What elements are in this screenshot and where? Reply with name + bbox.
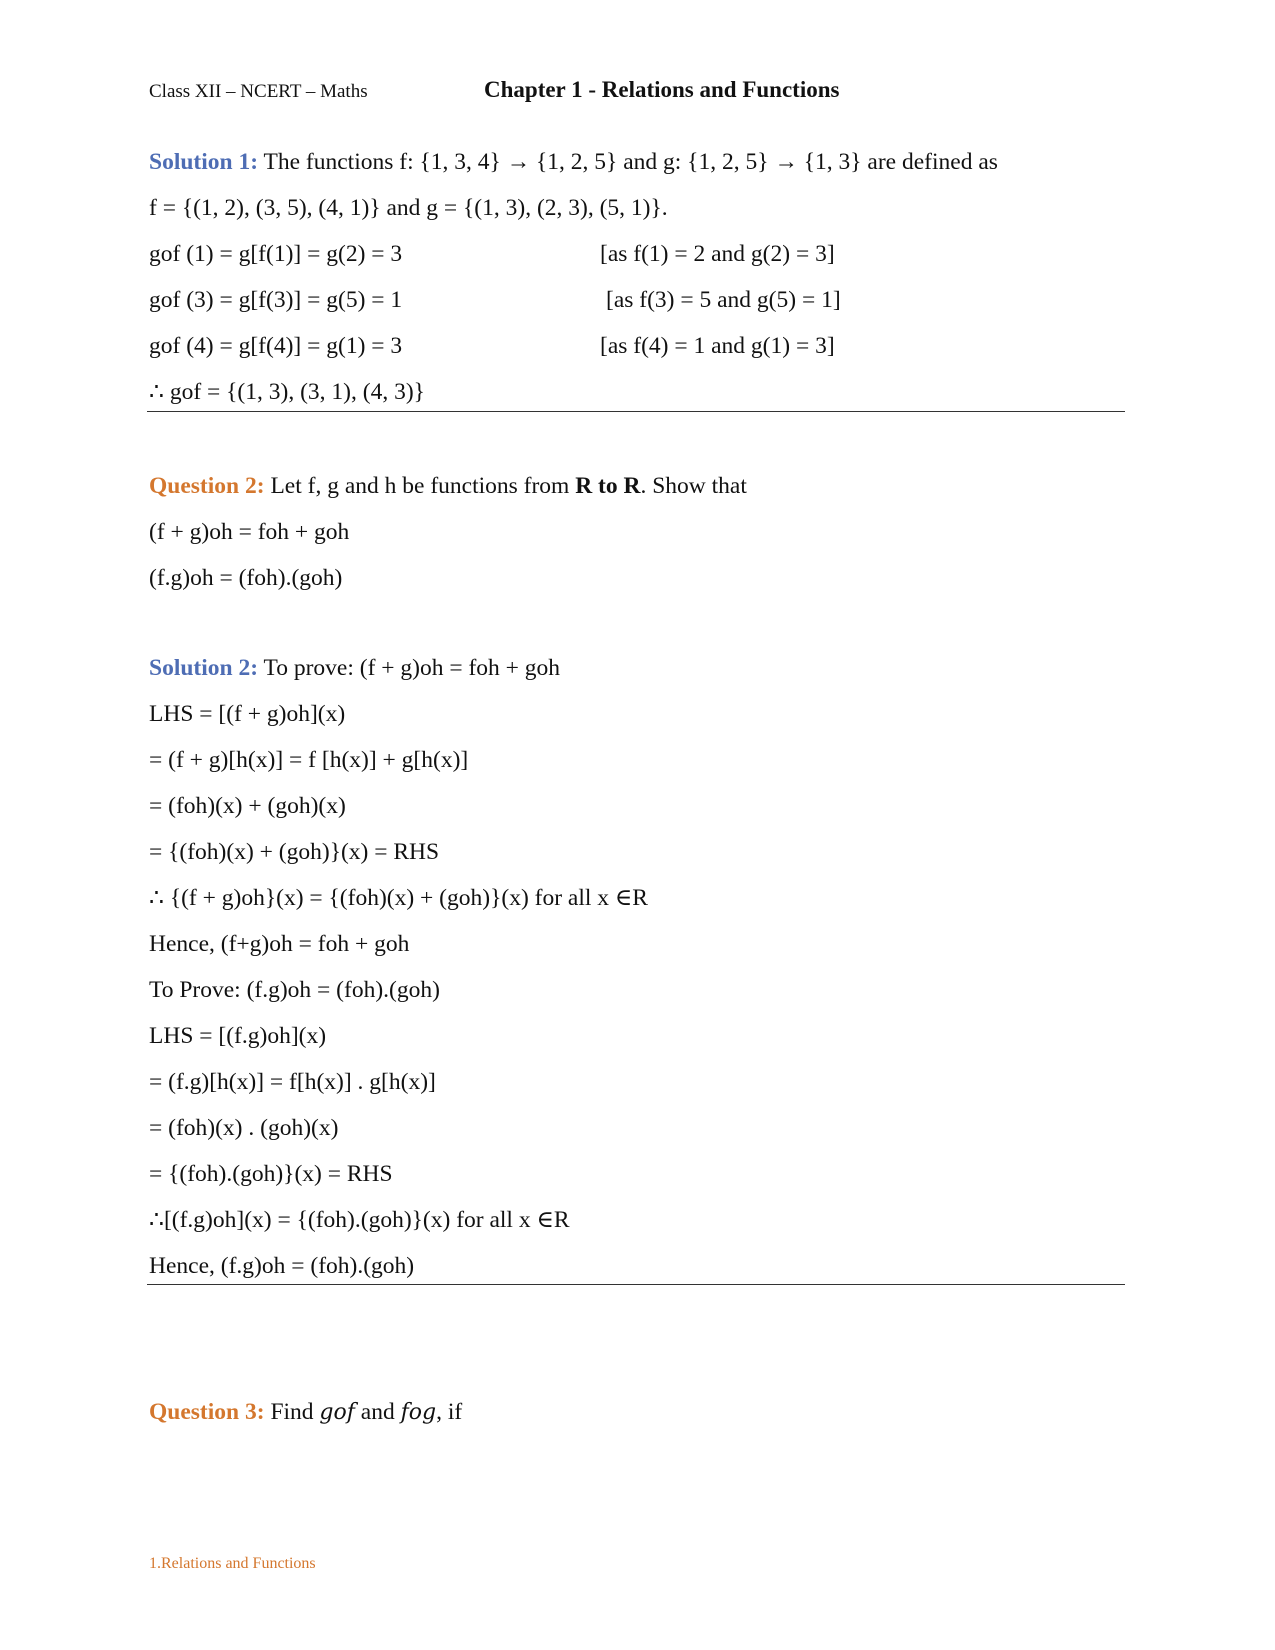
solution-2-step: = (foh)(x) + (goh)(x)	[149, 793, 346, 819]
solution-2-step: ∴ {(f + g)oh}(x) = {(foh)(x) + (goh)}(x) for all x ∈R	[149, 885, 648, 911]
solution-2-intro	[149, 652, 560, 684]
question-2-statement: (f + g)oh = foh + goh	[149, 519, 350, 545]
question-2-statement: (f.g)oh = (foh).(goh)	[149, 565, 343, 591]
question-2-label: Question 2:	[149, 473, 265, 499]
question-3-text: and	[354, 1399, 401, 1425]
solution-1-row-left: gof (1) = g[f(1)] = g(2) = 3	[149, 241, 403, 267]
solution-2-step: = (foh)(x) . (goh)(x)	[149, 1115, 339, 1141]
solution-2-step: LHS = [(f + g)oh](x)	[149, 701, 346, 727]
solution-2-intro-text: To prove: (f + g)oh = foh + goh	[258, 655, 561, 681]
solution-1-conclusion: ∴ gof = {(1, 3), (3, 1), (4, 3)}	[149, 379, 425, 405]
solution-1-definitions: f = {(1, 2), (3, 5), (4, 1)} and g = {(1, 3), (2, 3), (5, 1)}.	[149, 195, 668, 221]
solution-2-step: = {(foh).(goh)}(x) = RHS	[149, 1161, 393, 1187]
solution-2-step: To Prove: (f.g)oh = (foh).(goh)	[149, 977, 440, 1003]
page-footer: 1.Relations and Functions	[149, 1555, 316, 1572]
section-divider	[147, 411, 1125, 412]
solution-2-step: Hence, (f.g)oh = (foh).(goh)	[149, 1253, 415, 1279]
section-divider	[147, 1284, 1125, 1285]
solution-2-step: ∴[(f.g)oh](x) = {(foh).(goh)}(x) for all x ∈R	[149, 1207, 570, 1233]
solution-2-step: = {(foh)(x) + (goh)}(x) = RHS	[149, 839, 440, 865]
solution-1-intro-text: The functions f: {1, 3, 4} → {1, 2, 5} and g: {1, 2, 5} → {1, 3} are defined as	[258, 149, 998, 175]
chapter-title: Chapter 1 - Relations and Functions	[484, 77, 840, 102]
question-2-text-before: Let f, g and h be functions from	[264, 473, 576, 499]
solution-1-label: Solution 1:	[149, 149, 259, 175]
solution-1-intro	[149, 146, 998, 178]
solution-1-row-right: [as f(4) = 1 and g(1) = 3]	[600, 333, 835, 359]
question-2-prompt	[149, 470, 747, 502]
question-2-text-bold: R to R	[575, 473, 641, 499]
question-3-fog: fog	[400, 1400, 437, 1425]
solution-1-row-left: gof (4) = g[f(4)] = g(1) = 3	[149, 333, 403, 359]
solution-2-label: Solution 2:	[149, 655, 259, 681]
solution-1-row-right: [as f(3) = 5 and g(5) = 1]	[606, 287, 841, 313]
solution-1-row-left: gof (3) = g[f(3)] = g(5) = 1	[149, 287, 403, 313]
solution-2-step: Hence, (f+g)oh = foh + goh	[149, 931, 410, 957]
question-3-text: Find	[264, 1399, 320, 1425]
question-3-label: Question 3:	[149, 1399, 265, 1425]
question-3-prompt	[149, 1396, 462, 1429]
solution-2-step: = (f + g)[h(x)] = f [h(x)] + g[h(x)]	[149, 747, 469, 773]
question-3-text: , if	[436, 1399, 463, 1425]
solution-1-row-right: [as f(1) = 2 and g(2) = 3]	[600, 241, 835, 267]
solution-2-step: LHS = [(f.g)oh](x)	[149, 1023, 327, 1049]
solution-2-step: = (f.g)[h(x)] = f[h(x)] . g[h(x)]	[149, 1069, 436, 1095]
header-class-label: Class XII – NCERT – Maths	[149, 81, 368, 102]
question-3-gof: gof	[319, 1400, 355, 1425]
question-2-text-after: . Show that	[640, 473, 747, 499]
